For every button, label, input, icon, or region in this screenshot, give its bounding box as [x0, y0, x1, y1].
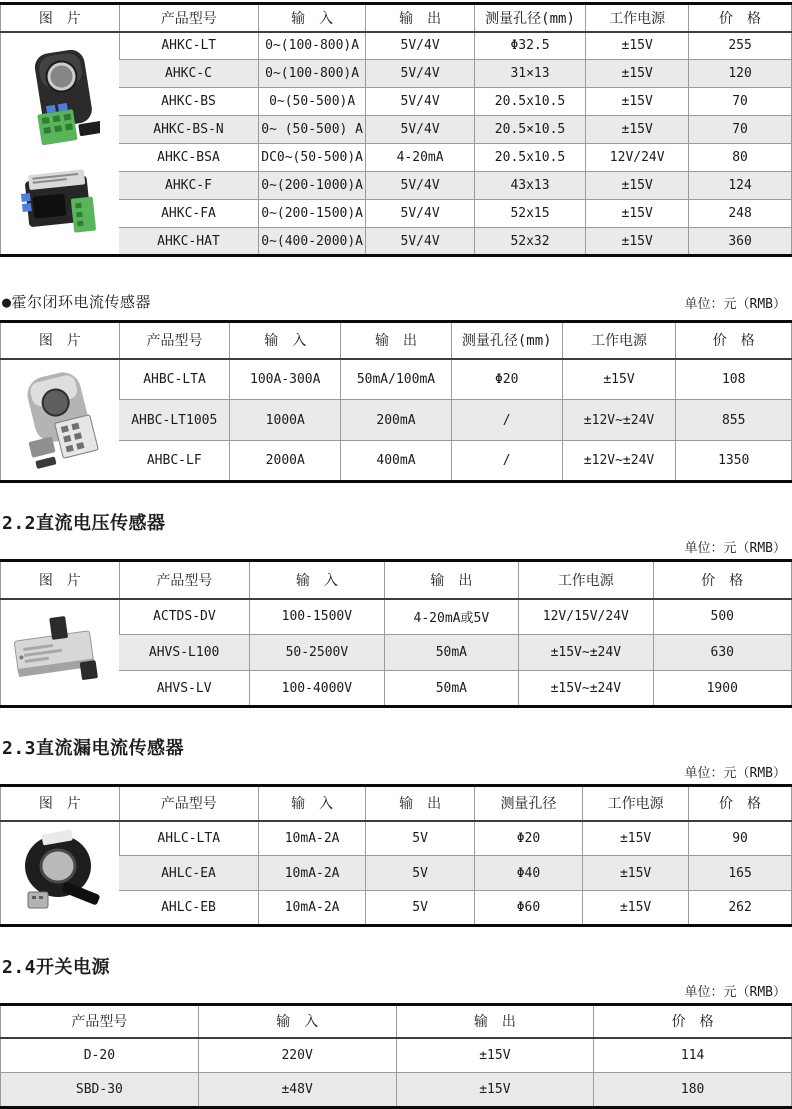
- table-cell: 500: [653, 599, 791, 635]
- table-cell: ±15V: [583, 856, 689, 891]
- header-row: [1, 4, 792, 32]
- table-cell: 360: [689, 228, 792, 256]
- table-row: [1, 400, 792, 441]
- table-cell: 20.5x10.5: [474, 144, 586, 172]
- unit-label-row: [0, 537, 786, 554]
- table-row: [1, 1073, 792, 1108]
- table-row: [1, 144, 792, 172]
- column-header: 产品型号: [119, 786, 258, 821]
- table-cell: 50mA/100mA: [341, 359, 452, 400]
- table-row: [1, 60, 792, 88]
- table-cell: SBD-30: [1, 1073, 199, 1108]
- section-dc-voltage-sensors: [0, 509, 792, 708]
- table-cell: ±15V: [583, 891, 689, 926]
- table-cell: 0~ (50-500) A: [258, 116, 366, 144]
- table-cell: 255: [689, 32, 792, 60]
- box-current-sensor-photo: [15, 166, 105, 238]
- table-cell: 0~(200-1000)A: [258, 172, 366, 200]
- product-table: [0, 2, 792, 257]
- table-row: [1, 671, 792, 707]
- column-header: 图 片: [1, 786, 120, 821]
- table-cell: Φ40: [474, 856, 582, 891]
- unit-label: 单位：元（RMB）: [684, 766, 786, 781]
- table-cell: ±15V: [586, 60, 689, 88]
- table-cell: 0~(100-800)A: [258, 32, 366, 60]
- table-cell: 12V/15V/24V: [519, 599, 653, 635]
- column-header: 输 入: [230, 322, 341, 359]
- table-cell: 20.5x10.5: [474, 88, 586, 116]
- table-cell: 1350: [676, 441, 792, 482]
- table-cell: 5V: [366, 856, 474, 891]
- table-cell: ±48V: [198, 1073, 396, 1108]
- unit-label-row: [0, 981, 786, 998]
- table-cell: 10mA-2A: [258, 821, 366, 856]
- table-cell: 43x13: [474, 172, 586, 200]
- section-heading: 2.3直流漏电流传感器: [2, 738, 185, 759]
- table-cell: AHBC-LT1005: [119, 400, 230, 441]
- table-cell: ±12V~±24V: [562, 441, 676, 482]
- table-cell: 165: [689, 856, 792, 891]
- column-header: 产品型号: [119, 561, 250, 599]
- section-heading-row: [2, 291, 786, 312]
- dc-leakage-current-sensor-photo: [12, 826, 108, 920]
- table-cell: 10mA-2A: [258, 856, 366, 891]
- table-row: [1, 891, 792, 926]
- column-header: 输 出: [366, 786, 474, 821]
- table-cell: 5V/4V: [366, 228, 474, 256]
- table-cell: 0~(50-500)A: [258, 88, 366, 116]
- table-cell: 108: [676, 359, 792, 400]
- table-cell: Φ20: [451, 359, 562, 400]
- table-cell: /: [451, 441, 562, 482]
- table-cell: ±15V: [586, 200, 689, 228]
- dc-voltage-sensor-photo: [8, 611, 112, 693]
- table-cell: ±15V: [586, 172, 689, 200]
- table-cell: ±15V: [586, 32, 689, 60]
- column-header: 输 入: [198, 1005, 396, 1038]
- table-cell: AHLC-EB: [119, 891, 258, 926]
- table-cell: 5V/4V: [366, 88, 474, 116]
- unit-label: 单位：元（RMB）: [684, 297, 786, 312]
- section-hall-closed-loop-sensors: [0, 291, 792, 483]
- table-cell: 0~(200-1500)A: [258, 200, 366, 228]
- table-row: [1, 821, 792, 856]
- table-row: [1, 441, 792, 482]
- section-heading: 2.2直流电压传感器: [2, 513, 166, 534]
- column-header: 图 片: [1, 322, 120, 359]
- table-cell: AHKC-BS: [119, 88, 258, 116]
- table-cell: 50-2500V: [250, 635, 384, 671]
- table-cell: 5V/4V: [366, 32, 474, 60]
- table-row: [1, 599, 792, 635]
- column-header: 产品型号: [119, 322, 230, 359]
- table-cell: AHLC-EA: [119, 856, 258, 891]
- table-cell: ±15V: [396, 1038, 594, 1073]
- column-header: 测量孔径(mm): [474, 4, 586, 32]
- table-cell: 10mA-2A: [258, 891, 366, 926]
- column-header: 产品型号: [119, 4, 258, 32]
- table-cell: AHLC-LTA: [119, 821, 258, 856]
- column-header: 价 格: [689, 4, 792, 32]
- column-header: 价 格: [594, 1005, 792, 1038]
- column-header: 输 入: [258, 786, 366, 821]
- table-cell: AHBC-LTA: [119, 359, 230, 400]
- table-cell: AHBC-LF: [119, 441, 230, 482]
- table-row: [1, 359, 792, 400]
- table-cell: 262: [689, 891, 792, 926]
- split-core-current-sensor-photo: [20, 49, 100, 149]
- column-header: 产品型号: [1, 1005, 199, 1038]
- table-cell: 5V/4V: [366, 116, 474, 144]
- table-row: [1, 116, 792, 144]
- section-heading: ●霍尔闭环电流传感器: [2, 293, 152, 311]
- table-row: [1, 32, 792, 60]
- table-cell: 5V/4V: [366, 172, 474, 200]
- table-cell: AHKC-F: [119, 172, 258, 200]
- table-cell: 0~(400-2000)A: [258, 228, 366, 256]
- column-header: 输 出: [396, 1005, 594, 1038]
- column-header: 输 入: [250, 561, 384, 599]
- table-cell: 180: [594, 1073, 792, 1108]
- table-cell: 200mA: [341, 400, 452, 441]
- header-row: [1, 322, 792, 359]
- header-row: [1, 561, 792, 599]
- column-header: 工作电源: [583, 786, 689, 821]
- table-cell: 0~(100-800)A: [258, 60, 366, 88]
- table-cell: 12V/24V: [586, 144, 689, 172]
- table-cell: 124: [689, 172, 792, 200]
- table-cell: ±15V: [586, 88, 689, 116]
- table-cell: Φ60: [474, 891, 582, 926]
- table-cell: 100-4000V: [250, 671, 384, 707]
- table-row: [1, 88, 792, 116]
- column-header: 工作电源: [519, 561, 653, 599]
- unit-label-row: [0, 762, 786, 779]
- table-row: [1, 1038, 792, 1073]
- table-cell: 2000A: [230, 441, 341, 482]
- column-header: 工作电源: [586, 4, 689, 32]
- product-image-cell: [1, 32, 120, 256]
- table-cell: 855: [676, 400, 792, 441]
- table-cell: 100A-300A: [230, 359, 341, 400]
- table-cell: AHKC-HAT: [119, 228, 258, 256]
- product-image-cell: [1, 599, 120, 707]
- table-cell: ±15V: [586, 116, 689, 144]
- product-table: [0, 559, 792, 708]
- product-image-cell: [1, 359, 120, 482]
- table-cell: DC0~(50-500)A: [258, 144, 366, 172]
- column-header: 测量孔径: [474, 786, 582, 821]
- header-row: [1, 786, 792, 821]
- table-cell: AHVS-L100: [119, 635, 250, 671]
- table-cell: AHKC-C: [119, 60, 258, 88]
- table-cell: ±15V: [562, 359, 676, 400]
- product-image-cell: [1, 821, 120, 926]
- table-cell: Φ32.5: [474, 32, 586, 60]
- table-cell: ±15V: [583, 821, 689, 856]
- unit-label: 单位：元（RMB）: [684, 985, 786, 1000]
- unit-label: 单位：元（RMB）: [684, 541, 786, 556]
- table-cell: 90: [689, 821, 792, 856]
- table-cell: 5V: [366, 821, 474, 856]
- header-row: [1, 1005, 792, 1038]
- table-cell: 20.5×10.5: [474, 116, 586, 144]
- table-cell: 1000A: [230, 400, 341, 441]
- table-cell: AHKC-BSA: [119, 144, 258, 172]
- product-table: [0, 784, 792, 927]
- column-header: 图 片: [1, 4, 120, 32]
- section-dc-leakage-sensors: [0, 734, 792, 927]
- table-cell: 31×13: [474, 60, 586, 88]
- product-table: [0, 320, 792, 483]
- table-row: [1, 200, 792, 228]
- column-header: 输 出: [341, 322, 452, 359]
- table-cell: AHKC-BS-N: [119, 116, 258, 144]
- column-header: 价 格: [653, 561, 791, 599]
- table-cell: 5V: [366, 891, 474, 926]
- column-header: 价 格: [676, 322, 792, 359]
- table-cell: 248: [689, 200, 792, 228]
- table-cell: 5V/4V: [366, 200, 474, 228]
- table-row: [1, 856, 792, 891]
- table-cell: ±12V~±24V: [562, 400, 676, 441]
- section-heading: 2.4开关电源: [2, 957, 111, 978]
- product-table: [0, 1003, 792, 1109]
- table-cell: D-20: [83, 1047, 116, 1063]
- column-header: 测量孔径(mm): [451, 322, 562, 359]
- table-cell: 80: [689, 144, 792, 172]
- column-header: 工作电源: [562, 322, 676, 359]
- closed-loop-current-sensor-photo: [12, 366, 108, 474]
- table-cell: 50mA: [384, 671, 518, 707]
- table-cell: ±15V: [396, 1073, 594, 1108]
- table-cell: 70: [689, 116, 792, 144]
- table-cell: AHKC-FA: [119, 200, 258, 228]
- table-cell: ±15V~±24V: [519, 671, 653, 707]
- table-cell: 70: [689, 88, 792, 116]
- table-cell: 1900: [653, 671, 791, 707]
- section-switching-power: [0, 953, 792, 1109]
- table-cell: 52x15: [474, 200, 586, 228]
- table-cell: ±15V~±24V: [519, 635, 653, 671]
- table-cell: AHVS-LV: [119, 671, 250, 707]
- table-row: [1, 635, 792, 671]
- column-header: 输 出: [366, 4, 474, 32]
- table-cell: ±15V: [586, 228, 689, 256]
- table-cell: 4-20mA: [366, 144, 474, 172]
- table-cell: Φ20: [474, 821, 582, 856]
- section-hall-current-sensors: [0, 2, 792, 257]
- table-row: [1, 172, 792, 200]
- column-header: 价 格: [689, 786, 792, 821]
- table-cell: 52x32: [474, 228, 586, 256]
- table-cell: 50mA: [384, 635, 518, 671]
- column-header: 输 出: [384, 561, 518, 599]
- column-header: 输 入: [258, 4, 366, 32]
- table-cell: 630: [653, 635, 791, 671]
- table-cell: AHKC-LT: [119, 32, 258, 60]
- table-cell: ACTDS-DV: [119, 599, 250, 635]
- table-cell: 114: [594, 1038, 792, 1073]
- table-cell: 220V: [198, 1038, 396, 1073]
- table-cell: 5V/4V: [366, 60, 474, 88]
- column-header: 图 片: [1, 561, 120, 599]
- table-cell: 120: [689, 60, 792, 88]
- table-cell: /: [451, 400, 562, 441]
- table-cell: 400mA: [341, 441, 452, 482]
- table-row: [1, 228, 792, 256]
- table-cell: 4-20mA或5V: [384, 599, 518, 635]
- table-cell: 100-1500V: [250, 599, 384, 635]
